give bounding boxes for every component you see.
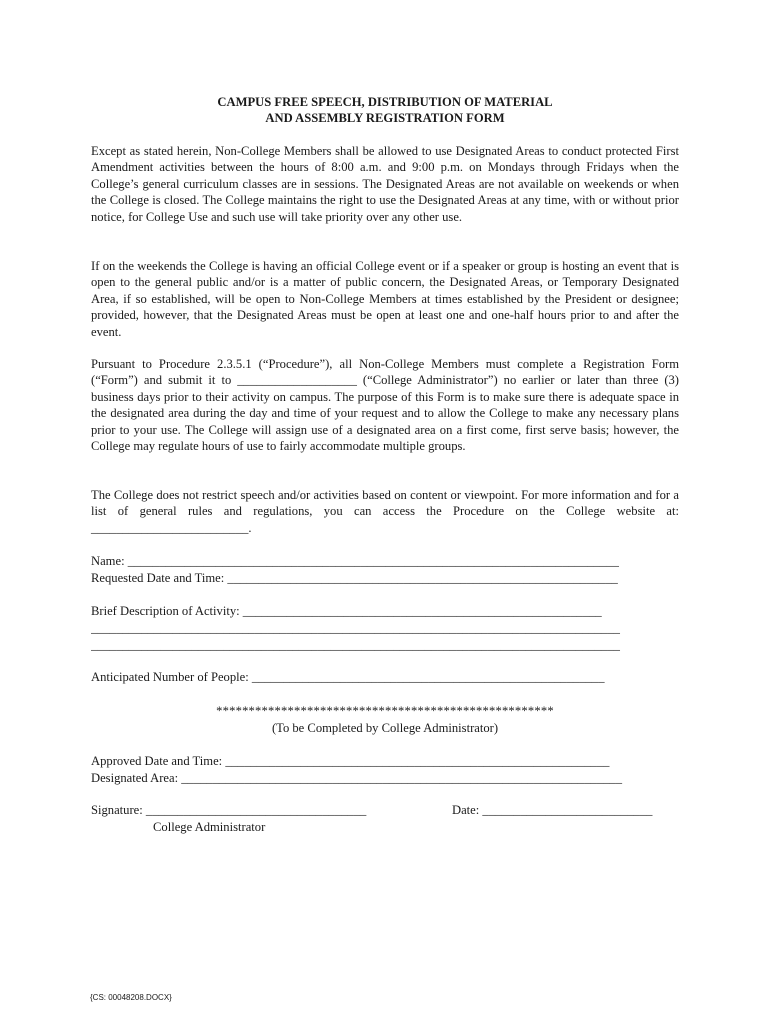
title-line-2: AND ASSEMBLY REGISTRATION FORM bbox=[265, 111, 505, 125]
admin-section-note: (To be Completed by College Administrator) bbox=[271, 721, 499, 735]
section-separator: **************************************************** bbox=[216, 704, 554, 718]
description-blank-line-2[interactable]: ____________________________________________________________________________________ bbox=[91, 638, 620, 652]
designated-area-field[interactable]: Designated Area: ______________________________________________________________________ bbox=[91, 771, 623, 785]
signature-field[interactable]: Signature: ___________________________________ bbox=[91, 803, 367, 817]
signature-caption: College Administrator bbox=[153, 820, 266, 834]
description-blank-line-1[interactable]: ____________________________________________________________________________________ bbox=[91, 621, 620, 635]
requested-date-field[interactable]: Requested Date and Time: ______________________________________________________________ bbox=[91, 571, 618, 585]
paragraph-viewpoint: The College does not restrict speech and/or activities based on content or viewpoint. For more information and for a list of general rules and regulations, you can access the Procedure on the College website at: _________________________. bbox=[91, 488, 679, 535]
form-title bbox=[91, 94, 679, 126]
anticipated-people-field[interactable]: Anticipated Number of People: ________________________________________________________ bbox=[91, 670, 605, 684]
date-field[interactable]: Date: ___________________________ bbox=[452, 803, 653, 817]
name-field[interactable]: Name: ______________________________________________________________________________ bbox=[91, 554, 619, 568]
paragraph-weekends: If on the weekends the College is having an official College event or if a speaker or group is hosting an event that is open to the general public and/or is a matter of public concern, the Designated Areas, or Temporary Designated Area, if so established, will be open to Non-College Members at times established by the President or designee; provided, however, that the Designated Areas must be open at least one and one-half hours prior to and after the event. bbox=[91, 259, 679, 339]
approved-date-field[interactable]: Approved Date and Time: _____________________________________________________________ bbox=[91, 754, 610, 768]
document-id-footer: {CS: 00048208.DOCX} bbox=[90, 993, 172, 1002]
brief-description-field[interactable]: Brief Description of Activity: _________________________________________________________ bbox=[91, 604, 602, 618]
paragraph-designated-areas: Except as stated herein, Non-College Members shall be allowed to use Designated Areas to conduct protected First Amendment activities between the hours of 8:00 a.m. and 9:00 p.m. on Mondays through Fridays when the College’s general curriculum classes are in sessions. The Designated Areas are not available on weekends or when the College is closed. The College maintains the right to use the Designated Areas at any time, with or without prior notice, for College Use and such use will take priority over any other use. bbox=[91, 144, 679, 224]
title-line-1: CAMPUS FREE SPEECH, DISTRIBUTION OF MATERIAL bbox=[217, 95, 553, 109]
paragraph-procedure: Pursuant to Procedure 2.3.5.1 (“Procedure”), all Non-College Members must complete a Registration Form (“Form”) and submit it to ___________________ (“College Administrator”) no earlier or later than three (3) business days prior to their activity on campus. The purpose of this Form is to make sure there is adequate space in the designated area during the day and time of your request and to allow the College to make any necessary plans prior to your use. The College will assign use of a designated area on a first come, first serve basis; however, the College may regulate hours of use to fairly accommodate multiple groups. bbox=[91, 357, 679, 454]
